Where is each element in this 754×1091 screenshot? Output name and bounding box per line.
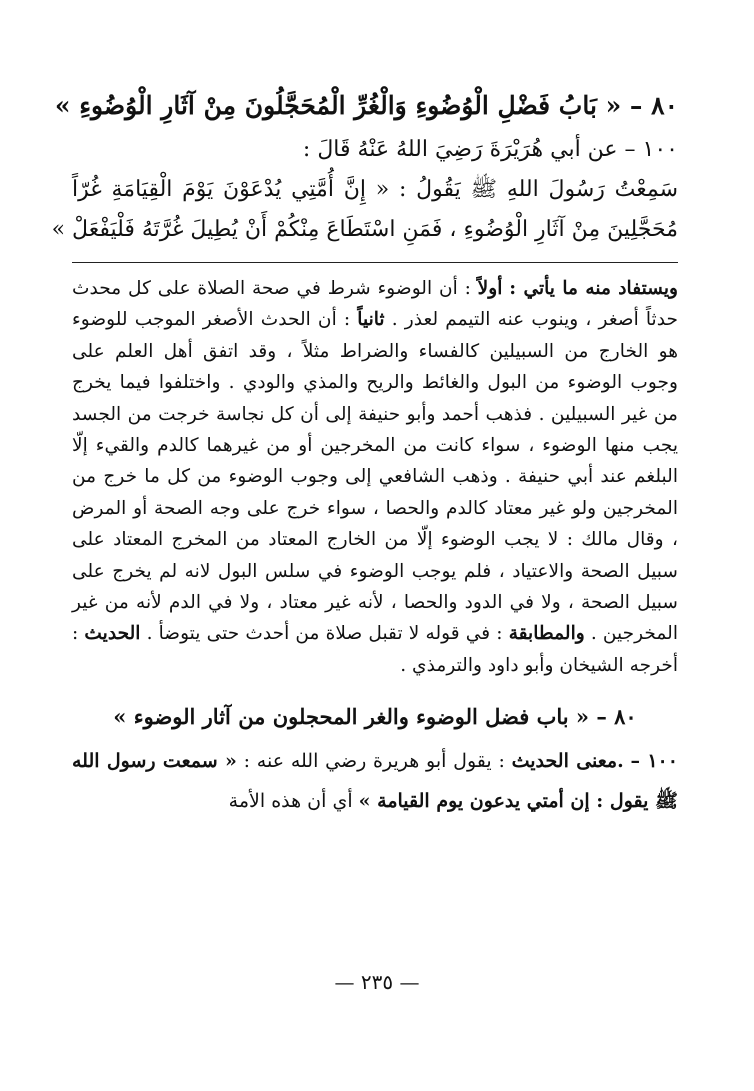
second-point-label: ثانياً: [357, 309, 385, 331]
meaning-quote: « سمعت رسول الله ﷺ يقول : إن أمتي يدعون يوم القيامة »: [72, 750, 678, 813]
meaning-text-2: أي أن هذه الأمة: [228, 790, 353, 813]
chapter-heading-2: ٨٠ – « باب فضل الوضوء والغر المحجلون من آثار الوضوء »: [113, 704, 637, 730]
divider-rule: [72, 262, 678, 263]
match-text: : في قوله لا تقبل صلاة من أحدث حتى يتوضأ .: [146, 623, 503, 645]
hadith-source-text: : أخرجه الشيخان وأبو داود والترمذي .: [72, 623, 678, 676]
hadith-text-line-2: مُحَجَّلِينَ مِنْ آثَارِ الْوُضُوءِ ، فَمَنِ اسْتَطَاعَ مِنْكُمْ أَنْ يُطِيلَ غُرَّتَهُ فَلْيَفْعَلْ »: [51, 217, 678, 242]
first-point-text: : أن الوضوء شرط في صحة الصلاة على كل محدث حدثاً أصغر ، وينوب عنه التيمم لعذر .: [72, 278, 678, 331]
hadith-source-label: الحديث: [84, 623, 141, 645]
hadith-text-line-1: سَمِعْتُ رَسُولَ اللهِ ﷺ يَقُولُ : « إِنَّ أُمَّتِي يُدْعَوْنَ يَوْمَ الْقِيَامَةِ غُرّاً: [72, 177, 678, 202]
match-label: والمطابقة: [508, 623, 585, 645]
meaning-text-1: : يقول أبو هريرة رضي الله عنه :: [243, 750, 505, 773]
page-number: — ٢٣٥ —: [334, 970, 420, 994]
meaning-label: .معنى الحديث: [511, 750, 624, 773]
first-point-label: أولاً: [477, 278, 503, 299]
meaning-paragraph: [72, 741, 678, 821]
page-body: [51, 86, 678, 821]
commentary-paragraph: [72, 273, 678, 681]
hadith-narrator-line: ١٠٠ – عن أبي هُرَيْرَةَ رَضِيَ اللهُ عَنْهُ قَالَ :: [302, 137, 678, 162]
commentary-lead: ويستفاد منه ما يأتي :: [509, 278, 678, 299]
second-point-text: : أن الحدث الأصغر الموجب للوضوء هو الخارج من السبيلين كالفساء والضراط مثلاً ، وقد اتفق أهل العلم على وجوب الوضوء من البول والغائط والريح والمذي والودي . واختلفوا فيما يخرج من غير السبيلين . فذهب أحمد وأبو حنيفة إلى أن كل نجاسة خرجت من الجسد يجب منها الوضوء ، سواء كانت من المخرجين أو من غيرهما كالدم والقيء إلّا البلغم عند أبي حنيفة . وذهب الشافعي إلى وجوب الوضوء من كل ما خرج من المخرجين ولو غير معتاد كالدم والحصا ، سواء خرج على وجه الصحة أو المرض ، وقال مالك : لا يجب الوضوء إلّا من الخارج المعتاد من المخرج المعتاد على سبيل الصحة والاعتياد ، فلم يوجب الوضوء في سلس البول لانه لم يخرج على سبيل الصحة ، ولا في الدود والحصا ، لأنه غير معتاد ، ولا في الدم لأنه من غير المخرجين .: [72, 309, 678, 645]
meaning-number: ١٠٠ –: [630, 750, 678, 773]
chapter-heading: ٨٠ – « بَابُ فَضْلِ الْوُضُوءِ وَالْغُرِّ الْمُحَجَّلُونَ مِنْ آثَارِ الْوُضُوءِ »: [54, 91, 678, 120]
